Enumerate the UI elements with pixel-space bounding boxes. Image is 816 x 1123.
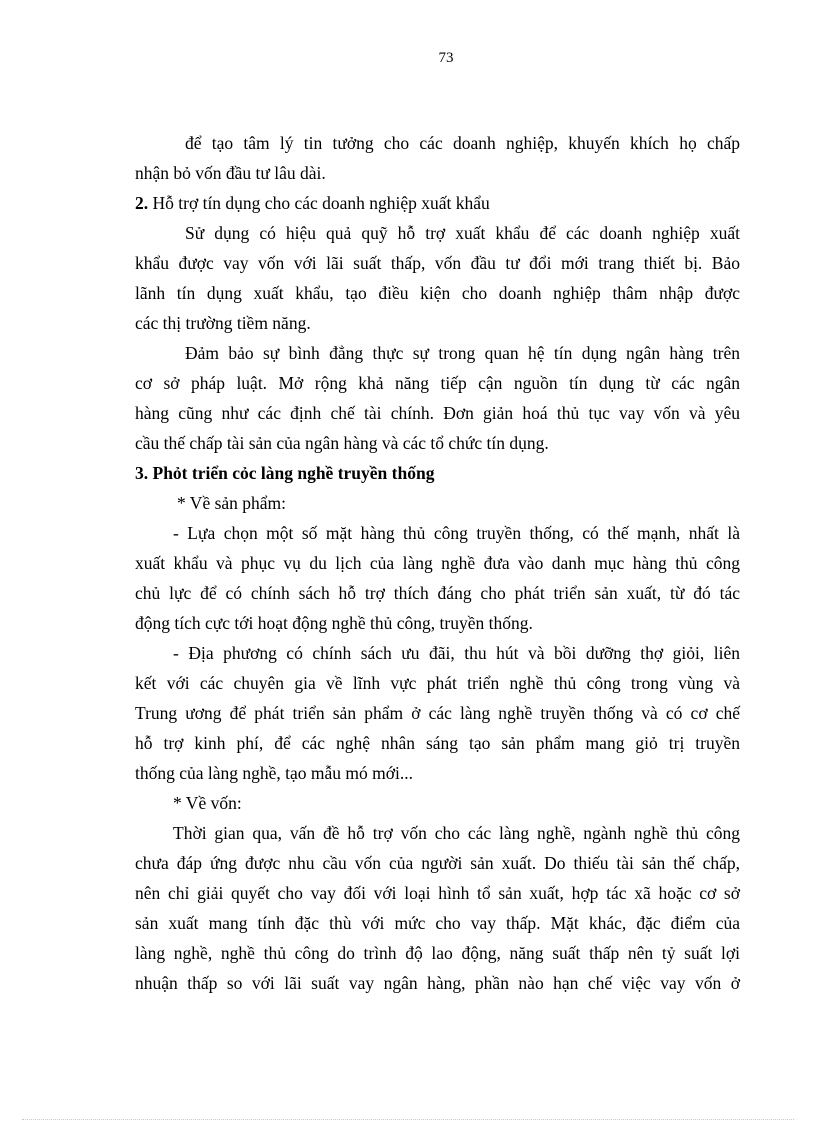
text-line: chủ lực để có chính sách hỗ trợ thích đáng cho phát triển sản xuất, từ đó tác (135, 583, 740, 603)
text-line: Thời gian qua, vấn đề hỗ trợ vốn cho các làng nghề, ngành nghề thủ công (173, 823, 740, 843)
text-line: - Địa phương có chính sách ưu đãi, thu hút và bồi dưỡng thợ giỏi, liên (173, 643, 740, 663)
text-line: các thị trường tiềm năng. (135, 313, 311, 333)
text-line: cơ sở pháp luật. Mở rộng khả năng tiếp cận nguồn tín dụng từ các ngân (135, 373, 740, 393)
text-line: kết với các chuyên gia về lĩnh vực phát triển nghề thủ công trong vùng và (135, 673, 740, 693)
text-line: khẩu được vay vốn với lãi suất thấp, vốn đầu tư đổi mới trang thiết bị. Bảo (135, 253, 740, 273)
text-line: * Về sản phẩm: (177, 493, 287, 513)
text-line: chưa đáp ứng được nhu cầu vốn của người sản xuất. Do thiếu tài sản thế chấp, (135, 853, 740, 873)
text-line: lãnh tín dụng xuất khẩu, tạo điều kiện cho doanh nghiệp thâm nhập được (135, 283, 740, 303)
text-line: nhận bỏ vốn đầu tư lâu dài. (135, 163, 326, 183)
text-line: Đảm bảo sự bình đẳng thực sự trong quan hệ tín dụng ngân hàng trên (185, 343, 740, 363)
text-line: * Về vốn: (173, 793, 242, 813)
page-number: 73 (438, 50, 454, 66)
text-line: nên chỉ giải quyết cho vay đối với loại hình tổ sản xuất, hợp tác xã hoặc cơ sở (135, 883, 740, 903)
page-bottom-divider (22, 1119, 794, 1120)
text-line: động tích cực tới hoạt động nghề thủ công, truyền thống. (135, 613, 533, 633)
text-line: 3. Phỏt triển cỏc làng nghề truyền thống (135, 463, 435, 483)
text-line: cầu thế chấp tài sản của ngân hàng và các tổ chức tín dụng. (135, 433, 549, 453)
text-line: Trung ương để phát triển sản phẩm ở các làng nghề truyền thống và có cơ chế (135, 703, 740, 723)
text-line: xuất khẩu và phục vụ du lịch của làng nghề đưa vào danh mục hàng thủ công (135, 553, 740, 573)
text-line: Sử dụng có hiệu quả quỹ hỗ trợ xuất khẩu để các doanh nghiệp xuất (185, 223, 740, 243)
text-line: 2. Hỗ trợ tín dụng cho các doanh nghiệp xuất khẩu (135, 193, 490, 213)
text-line: nhuận thấp so với lãi suất vay ngân hàng, phần nào hạn chế việc vay vốn ở (135, 973, 740, 993)
text-line: thống của làng nghề, tạo mẫu mó mới... (135, 763, 414, 783)
text-line: hỗ trợ kinh phí, để các nghệ nhân sáng tạo sản phẩm mang giỏ trị truyền (135, 733, 740, 753)
text-line: hàng cũng như các định chế tài chính. Đơn giản hoá thủ tục vay vốn và yêu (135, 403, 740, 423)
text-line: - Lựa chọn một số mặt hàng thủ công truyền thống, có thế mạnh, nhất là (173, 523, 740, 543)
text-line: làng nghề, nghề thủ công do trình độ lao động, năng suất thấp nên tỷ suất lợi (135, 943, 740, 963)
document-body (135, 128, 740, 998)
text-line: để tạo tâm lý tin tưởng cho các doanh nghiệp, khuyến khích họ chấp (185, 133, 740, 153)
text-line: sản xuất mang tính đặc thù với mức cho vay thấp. Mặt khác, đặc điểm của (135, 913, 740, 933)
